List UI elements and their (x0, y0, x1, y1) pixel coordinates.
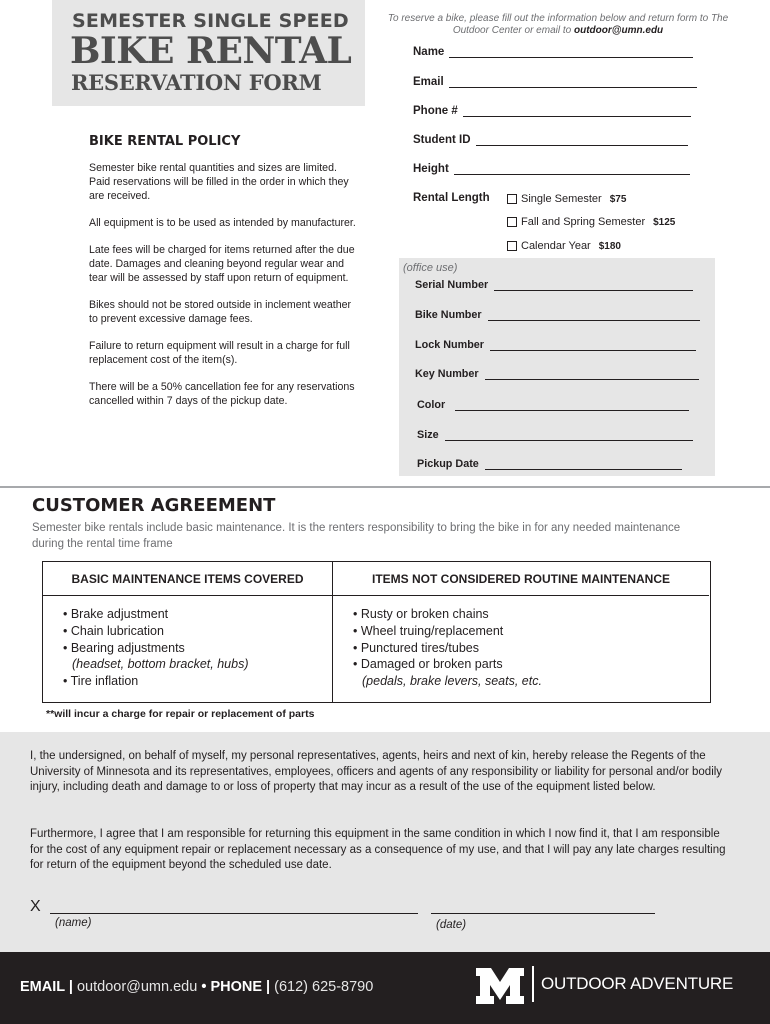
office-use-panel (399, 258, 715, 476)
field-line[interactable] (445, 430, 693, 441)
list-item: • Rusty or broken chains (353, 607, 489, 621)
checkbox[interactable] (507, 217, 517, 227)
footer (0, 952, 770, 1024)
checkbox[interactable] (507, 241, 517, 251)
list-item: • Tire inflation (63, 674, 139, 689)
height-label: Height (413, 163, 449, 175)
list-item: • Bearing adjustments (63, 640, 185, 655)
field-line[interactable] (485, 369, 699, 380)
student-id-label: Student ID (413, 134, 471, 146)
option-price: $125 (653, 216, 676, 228)
rental-length-label: Rental Length (413, 192, 490, 204)
field-line[interactable] (494, 280, 693, 291)
color-field[interactable] (417, 399, 689, 411)
covered-column (43, 562, 333, 702)
field-line[interactable] (455, 400, 689, 411)
umn-block-m-icon (476, 968, 524, 1004)
student-id-field[interactable] (413, 134, 688, 146)
field-line[interactable] (488, 310, 700, 321)
office-use-label: (office use) (403, 262, 458, 274)
section-divider (0, 486, 770, 488)
phone-label: Phone # (413, 105, 458, 117)
rental-option-single-semester[interactable] (507, 193, 626, 205)
list-item: (pedals, brake levers, seats, etc. (362, 674, 542, 689)
field-label: Key Number (415, 368, 479, 380)
footer-email-label: EMAIL | (20, 979, 73, 995)
not-covered-column (333, 562, 709, 702)
instructions-text: To reserve a bike, please fill out the information below and return form to The Outdoor Center or email to (387, 13, 729, 36)
policy-paragraph: Failure to return equipment will result in a charge for full replacement cost of the item(s). (89, 340, 350, 366)
signature-date-line[interactable] (431, 913, 655, 914)
field-line[interactable] (485, 459, 682, 470)
policy-paragraph: Semester bike rental quantities and sizes are limited. Paid reservations will be filled in the order in which they are received. (89, 162, 349, 202)
policy-paragraph: Late fees will be charged for items returned after the due date. Damages and cleaning beyond regular wear and tear will be assessed by staff upon return of equipment. (89, 244, 355, 284)
phone-line[interactable] (463, 105, 691, 117)
instructions-email[interactable]: outdoor@umn.edu (573, 25, 664, 36)
footer-separator: • (201, 979, 207, 995)
name-line[interactable] (449, 46, 693, 58)
release-section (0, 732, 770, 952)
policy-paragraph: Bikes should not be stored outside in inclement weather to prevent excessive damage fees. (89, 299, 352, 325)
height-field[interactable] (413, 163, 690, 175)
option-label: Calendar Year (521, 240, 591, 252)
list-item: • Punctured tires/tubes (353, 640, 479, 655)
title-line-3: RESERVATION FORM (71, 70, 322, 95)
release-paragraph-2: Furthermore, I agree that I am responsible for returning this equipment in the same condition in which I now find it, that I am responsible for the cost of any equipment repair or replacement necessary as a consequence of my use, and that I will pay any late charges resulting for return of the equipment beyond the scheduled use date. (30, 828, 726, 872)
list-item: • Chain lubrication (63, 623, 164, 638)
covered-heading: BASIC MAINTENANCE ITEMS COVERED (43, 562, 332, 596)
field-label: Color (417, 399, 446, 411)
phone-field[interactable] (413, 105, 691, 117)
lock-number-field[interactable] (415, 339, 696, 351)
brand-bold: OUTDOOR (541, 974, 627, 993)
field-label: Serial Number (415, 279, 489, 291)
bike-rental-policy (89, 134, 359, 421)
footer-phone[interactable]: (612) 625-8790 (274, 979, 374, 995)
rental-option-fall-spring[interactable] (507, 216, 675, 228)
key-number-field[interactable] (415, 368, 699, 380)
not-covered-list (333, 596, 709, 690)
maintenance-table (42, 561, 711, 703)
field-label: Bike Number (415, 309, 482, 321)
option-price: $180 (598, 240, 621, 252)
field-label: Lock Number (415, 339, 484, 351)
option-label: Fall and Spring Semester (521, 216, 646, 228)
student-id-line[interactable] (476, 134, 688, 146)
footer-contact (20, 979, 373, 995)
footer-email[interactable]: outdoor@umn.edu (76, 979, 198, 995)
email-label: Email (413, 76, 444, 88)
signature-date-label: (date) (436, 919, 467, 931)
customer-agreement-heading: CUSTOMER AGREEMENT (32, 495, 276, 516)
covered-list (43, 596, 332, 690)
title-line-2: BIKE RENTAL (70, 30, 352, 72)
email-line[interactable] (449, 76, 697, 88)
email-field[interactable] (413, 76, 697, 88)
size-field[interactable] (417, 429, 693, 441)
field-label: Size (417, 429, 439, 441)
signature-name-line[interactable] (50, 913, 418, 914)
policy-paragraph: There will be a 50% cancellation fee for any reservations cancelled within 7 days of the pickup date. (89, 381, 355, 407)
customer-agreement-intro: Semester bike rentals include basic maintenance. It is the renters responsibility to bring the bike in for any needed maintenance during the rental time frame (32, 522, 681, 550)
list-item: (headset, bottom bracket, hubs) (72, 657, 249, 672)
brand-light: ADVENTURE (630, 974, 734, 993)
form-instructions (378, 13, 738, 37)
name-field[interactable] (413, 46, 693, 58)
height-line[interactable] (454, 163, 690, 175)
pickup-date-field[interactable] (417, 458, 682, 470)
list-item: • Wheel truing/replacement (353, 623, 504, 638)
field-line[interactable] (490, 340, 696, 351)
signature-name-label: (name) (55, 917, 92, 929)
footer-phone-label: PHONE | (210, 979, 271, 995)
bike-number-field[interactable] (415, 309, 700, 321)
list-item: • Brake adjustment (63, 607, 169, 621)
logo-divider (532, 966, 534, 1002)
policy-heading: BIKE RENTAL POLICY (89, 134, 241, 149)
outdoor-adventure-logo (541, 974, 733, 994)
option-price: $75 (609, 193, 627, 205)
not-covered-heading: ITEMS NOT CONSIDERED ROUTINE MAINTENANCE (333, 562, 709, 596)
title-block (52, 0, 365, 106)
signature-x: X (30, 898, 41, 915)
option-label: Single Semester (521, 193, 602, 205)
list-item: • Damaged or broken parts (353, 657, 503, 672)
field-label: Pickup Date (417, 458, 479, 470)
serial-number-field[interactable] (415, 279, 693, 291)
maintenance-note: **will incur a charge for repair or replacement of parts (46, 708, 315, 720)
checkbox[interactable] (507, 194, 517, 204)
release-paragraph-1: I, the undersigned, on behalf of myself, my personal representatives, agents, heirs and next of kin, hereby release the Regents of the University of Minnesota and its representatives, employees, officers and agents of any responsibility or liability for personal and/or bodily injury, including death and damage to or loss of property that may incur as a result of the use of the equipment listed below. (30, 750, 723, 794)
name-label: Name (413, 46, 445, 58)
title-line-1: SEMESTER SINGLE SPEED (72, 10, 349, 32)
policy-paragraph: All equipment is to be used as intended by manufacturer. (89, 217, 356, 229)
rental-option-calendar-year[interactable] (507, 240, 621, 252)
